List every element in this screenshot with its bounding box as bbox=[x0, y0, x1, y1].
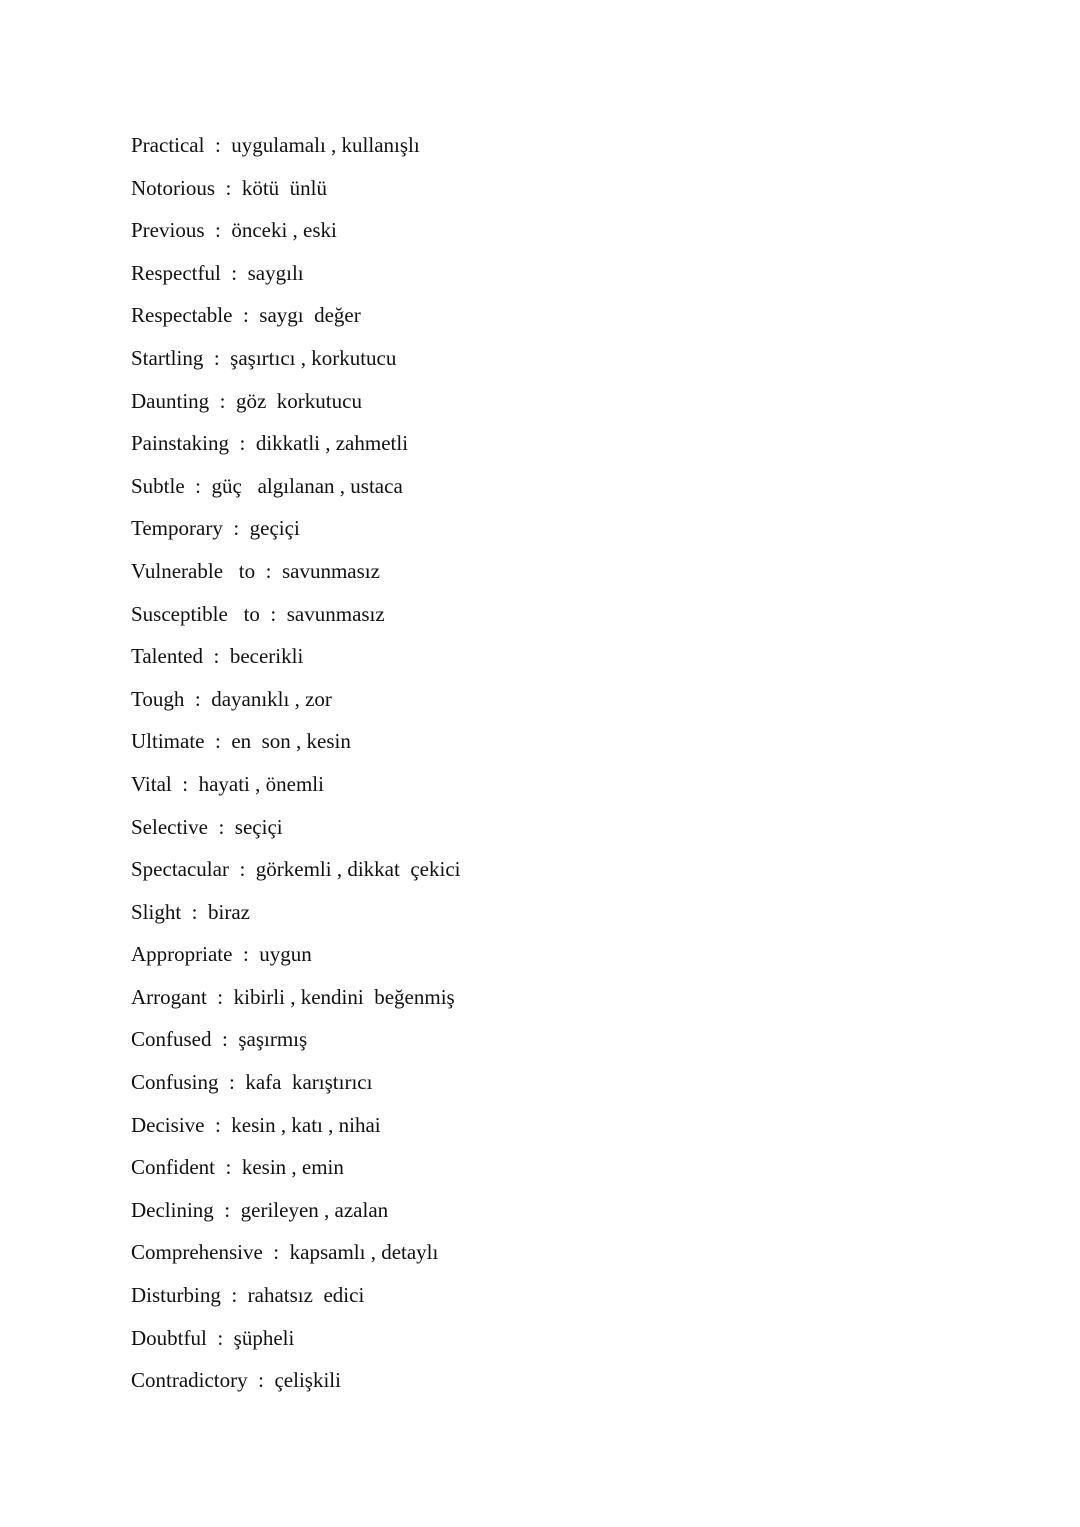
vocab-entry-declining: Declining : gerileyen , azalan bbox=[131, 1197, 389, 1222]
vocab-entry-confused: Confused : şaşırmış bbox=[131, 1027, 308, 1052]
vocab-entry-daunting: Daunting : göz korkutucu bbox=[131, 388, 362, 413]
vocab-entry-arrogant: Arrogant : kibirli , kendini beğenmiş bbox=[131, 984, 455, 1009]
vocab-entry-notorious: Notorious : kötü ünlü bbox=[131, 175, 328, 200]
vocabulary-list bbox=[131, 124, 460, 1402]
vocab-entry-vital: Vital : hayati , önemli bbox=[131, 771, 324, 796]
vocab-entry-susceptible-to: Susceptible to : savunmasız bbox=[131, 601, 385, 626]
vocab-entry-disturbing: Disturbing : rahatsız edici bbox=[131, 1283, 365, 1308]
vocab-entry-talented: Talented : becerikli bbox=[131, 644, 304, 669]
vocab-entry-temporary: Temporary : geçiçi bbox=[131, 516, 300, 541]
vocab-entry-confusing: Confusing : kafa karıştırıcı bbox=[131, 1070, 373, 1095]
vocab-entry-practical: Practical : uygulamalı , kullanışlı bbox=[131, 133, 420, 157]
vocab-entry-spectacular: Spectacular : görkemli , dikkat çekici bbox=[131, 857, 461, 882]
vocab-entry-comprehensive: Comprehensive : kapsamlı , detaylı bbox=[131, 1240, 439, 1265]
vocab-entry-vulnerable-to: Vulnerable to : savunmasız bbox=[131, 558, 380, 583]
vocab-entry-previous: Previous : önceki , eski bbox=[131, 218, 337, 243]
vocab-entry-ultimate: Ultimate : en son , kesin bbox=[131, 729, 351, 754]
vocab-entry-slight: Slight : biraz bbox=[131, 899, 250, 924]
vocab-entry-subtle: Subtle : güç algılanan , ustaca bbox=[131, 473, 403, 498]
vocab-entry-decisive: Decisive : kesin , katı , nihai bbox=[131, 1112, 381, 1137]
vocab-entry-startling: Startling : şaşırtıcı , korkutucu bbox=[131, 345, 397, 370]
vocab-entry-respectable: Respectable : saygı değer bbox=[131, 303, 361, 328]
vocab-entry-confident: Confident : kesin , emin bbox=[131, 1155, 344, 1180]
vocab-entry-contradictory: Contradictory : çelişkili bbox=[131, 1368, 341, 1393]
vocab-entry-tough: Tough : dayanıklı , zor bbox=[131, 686, 332, 711]
vocab-entry-selective: Selective : seçiçi bbox=[131, 814, 283, 839]
vocab-entry-painstaking: Painstaking : dikkatli , zahmetli bbox=[131, 431, 409, 456]
vocab-entry-appropriate: Appropriate : uygun bbox=[131, 942, 312, 967]
vocab-entry-respectful: Respectful : saygılı bbox=[131, 260, 304, 285]
vocab-entry-doubtful: Doubtful : şüpheli bbox=[131, 1325, 295, 1350]
